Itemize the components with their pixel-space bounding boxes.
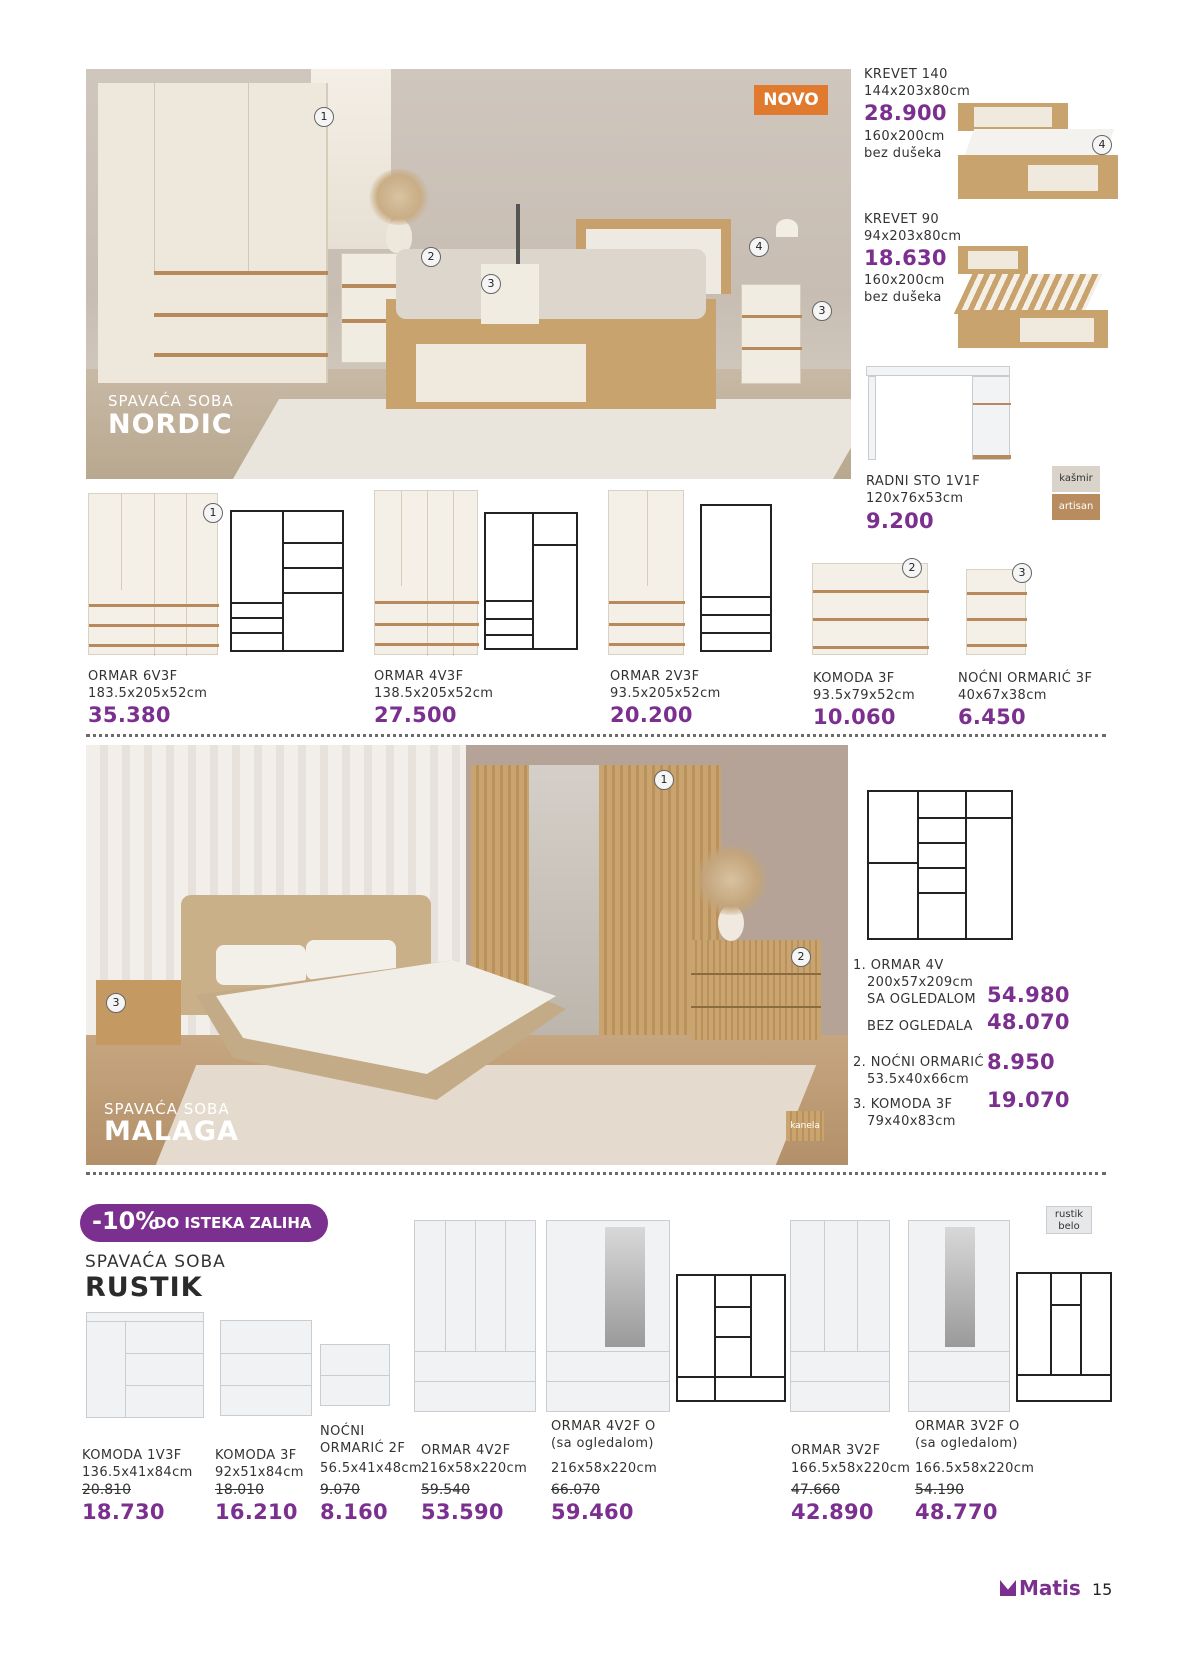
divider-2 [86,1172,1106,1175]
malaga-section-title: MALAGA [104,1116,239,1147]
nordic-section-title: NORDIC [108,409,233,440]
nocni2f-price: 8.160 [320,1500,388,1524]
krevet90-image [958,246,1108,356]
ormar4v3f-drawing [484,512,578,650]
promo-percent: -10% [92,1207,160,1235]
ormar3v2f-name: ORMAR 3V2F [791,1443,881,1458]
malaga-room-photo [86,745,848,1165]
malaga-nocni-dims: 53.5x40x66cm [867,1072,970,1087]
ormar6v3f-drawing [230,510,344,652]
matis-brand: Matis [1019,1576,1081,1600]
ormar2v3f-image [608,490,684,655]
dried-flowers [366,169,432,225]
malaga-no-mirror-label: BEZ OGLEDALA [867,1019,973,1034]
pillow [216,945,306,985]
ormar3v2f-o-price: 48.770 [915,1500,998,1524]
krevet90-name: KREVET 90 [864,212,940,227]
nordic-photo-callout-2: 2 [421,247,441,267]
ormar4v3f-dims: 138.5x205x52cm [374,686,494,701]
nocni2f-dims: 56.5x41x48cm [320,1461,423,1476]
desk-dims: 120x76x53cm [866,491,964,506]
malaga-nocni-price: 8.950 [987,1050,1055,1074]
ormar4v2f-dims: 216x58x220cm [421,1461,528,1476]
ormar4v3f-image [374,490,478,655]
malaga-section-label: SPAVAĆA SOBA [104,1100,230,1118]
krevet90-mattress: 160x200cm [864,273,945,288]
ormar4v-drawing [867,790,1013,940]
nordic-photo-callout-1: 1 [314,107,334,127]
ormar3v2f-o-dims: 166.5x58x220cm [915,1461,1035,1476]
ormar3v2f-o-drawing [1016,1272,1112,1402]
promo-badge [80,1204,328,1242]
ormar4v2f-o-old-price: 66.070 [551,1482,600,1498]
rustik-section-label: SPAVAĆA SOBA [85,1252,226,1272]
rustik-section-title: RUSTIK [85,1272,203,1303]
dried-flowers [691,845,771,915]
ormar4v2f-o-dims: 216x58x220cm [551,1461,658,1476]
malaga-ormar-dims: 200x57x209cm [867,975,974,990]
krevet140-name: KREVET 140 [864,67,948,82]
malaga-photo-callout-3: 3 [106,993,126,1013]
ormar2v3f-dims: 93.5x205x52cm [610,686,721,701]
malaga-with-mirror-price: 54.980 [987,983,1070,1007]
matis-logo-icon [1000,1580,1016,1596]
malaga-photo-callout-2: 2 [791,947,811,967]
krevet90-dims: 94x203x80cm [864,229,962,244]
krevet140-image [958,103,1118,203]
krevet140-mattress: 160x200cm [864,129,945,144]
krevet140-callout: 4 [1092,135,1112,155]
nightstand-photo [96,980,181,1045]
ormar2v3f-price: 20.200 [610,703,693,727]
ormar4v2f-image [414,1220,536,1412]
nocni3f-callout: 3 [1012,563,1032,583]
ormar2v3f-drawing [700,504,772,652]
nocni2f-old-price: 9.070 [320,1482,361,1498]
malaga-komoda-price: 19.070 [987,1088,1070,1112]
komoda1v3f-price: 18.730 [82,1500,165,1524]
nordic-photo-callout-5: 3 [812,301,832,321]
ormar4v2f-o-name-line2: (sa ogledalom) [551,1436,654,1451]
krevet90-price: 18.630 [864,246,947,270]
page-number: 15 [1092,1580,1113,1599]
nocni2f-image [320,1344,390,1406]
swatch-artisan: artisan [1052,494,1100,520]
swatch-kanela: kanela [786,1111,824,1141]
lamp [516,204,520,264]
ormar6v3f-dims: 183.5x205x52cm [88,686,208,701]
wardrobe-photo [98,83,328,383]
swatch-rustik-belo [1046,1206,1092,1234]
komoda3f-rustik-name: KOMODA 3F [215,1448,297,1463]
komoda3f-name: KOMODA 3F [813,671,895,686]
ormar4v2f-o-name-line1: ORMAR 4V2F O [551,1419,656,1434]
ormar4v2f-price: 53.590 [421,1500,504,1524]
novo-badge: NOVO [754,85,828,115]
malaga-no-mirror-price: 48.070 [987,1010,1070,1034]
nocni3f-dims: 40x67x38cm [958,688,1047,703]
nordic-section-label: SPAVAĆA SOBA [108,392,234,410]
komoda3f-price: 10.060 [813,705,896,729]
ormar3v2f-o-old-price: 54.190 [915,1482,964,1498]
malaga-komoda-name: 3. KOMODA 3F [853,1097,953,1112]
nightstand-right [741,284,801,384]
promo-text: DO ISTEKA ZALIHA [154,1214,312,1232]
ormar4v2f-name: ORMAR 4V2F [421,1443,511,1458]
komoda3f-callout: 2 [902,558,922,578]
komoda3f-rustik-price: 16.210 [215,1500,298,1524]
desk-price: 9.200 [866,509,934,533]
malaga-with-mirror-label: SA OGLEDALOM [867,992,976,1007]
komoda3f-rustik-old-price: 18.010 [215,1482,264,1498]
nightstand-left [481,264,539,324]
nordic-room-photo [86,69,851,479]
bed-photo [386,299,716,409]
malaga-nocni-name: 2. NOĆNI ORMARIĆ [853,1055,984,1070]
ormar4v2f-old-price: 59.540 [421,1482,470,1498]
malaga-ormar-name: 1. ORMAR 4V [853,958,944,973]
ormar2v3f-name: ORMAR 2V3F [610,669,700,684]
ormar4v2f-o-drawing [676,1274,786,1402]
ormar3v2f-old-price: 47.660 [791,1482,840,1498]
ormar3v2f-o-name-line1: ORMAR 3V2F O [915,1419,1020,1434]
nordic-photo-callout-3: 3 [481,274,501,294]
ormar3v2f-price: 42.890 [791,1500,874,1524]
nocni3f-name: NOĆNI ORMARIĆ 3F [958,671,1093,686]
ormar3v2f-o-name-line2: (sa ogledalom) [915,1436,1018,1451]
swatch-kasmir: kašmir [1052,466,1100,492]
komoda1v3f-name: KOMODA 1V3F [82,1448,182,1463]
ormar4v3f-name: ORMAR 4V3F [374,669,464,684]
nordic-photo-callout-4: 4 [749,237,769,257]
komoda3f-dims: 93.5x79x52cm [813,688,916,703]
desk-image [866,366,1010,460]
ormar3v2f-dims: 166.5x58x220cm [791,1461,911,1476]
ormar3v2f-image [790,1220,890,1412]
swatch-rustik-line2: belo [1058,1221,1080,1232]
ormar6v3f-image [88,493,218,655]
krevet140-price: 28.900 [864,101,947,125]
krevet140-dims: 144x203x80cm [864,84,971,99]
ormar4v3f-price: 27.500 [374,703,457,727]
komoda1v3f-dims: 136.5x41x84cm [82,1465,193,1480]
krevet140-note: bez dušeka [864,146,942,161]
komoda3f-rustik-dims: 92x51x84cm [215,1465,304,1480]
komoda3f-rustik-image [220,1320,312,1416]
matis-logo [1000,1576,1081,1600]
nocni3f-price: 6.450 [958,705,1026,729]
desk-name: RADNI STO 1V1F [866,474,981,489]
ormar6v3f-price: 35.380 [88,703,171,727]
nocni2f-name-line1: NOĆNI [320,1424,365,1439]
ormar4v2f-o-price: 59.460 [551,1500,634,1524]
lamp-shade [776,219,798,237]
ormar6v3f-name: ORMAR 6V3F [88,669,178,684]
komoda1v3f-old-price: 20.810 [82,1482,131,1498]
malaga-komoda-dims: 79x40x83cm [867,1114,956,1129]
swatch-rustik-line1: rustik [1054,1209,1084,1220]
ormar4v2f-o-image [546,1220,670,1412]
rug [233,399,851,479]
ormar3v2f-o-image [908,1220,1010,1412]
divider-1 [86,734,1106,737]
komoda1v3f-image [86,1312,204,1418]
rug [156,1065,816,1165]
nocni2f-name-line2: ORMARIĆ 2F [320,1441,406,1456]
ormar6v3f-callout: 1 [203,503,223,523]
krevet90-note: bez dušeka [864,290,942,305]
malaga-photo-callout-1: 1 [654,770,674,790]
